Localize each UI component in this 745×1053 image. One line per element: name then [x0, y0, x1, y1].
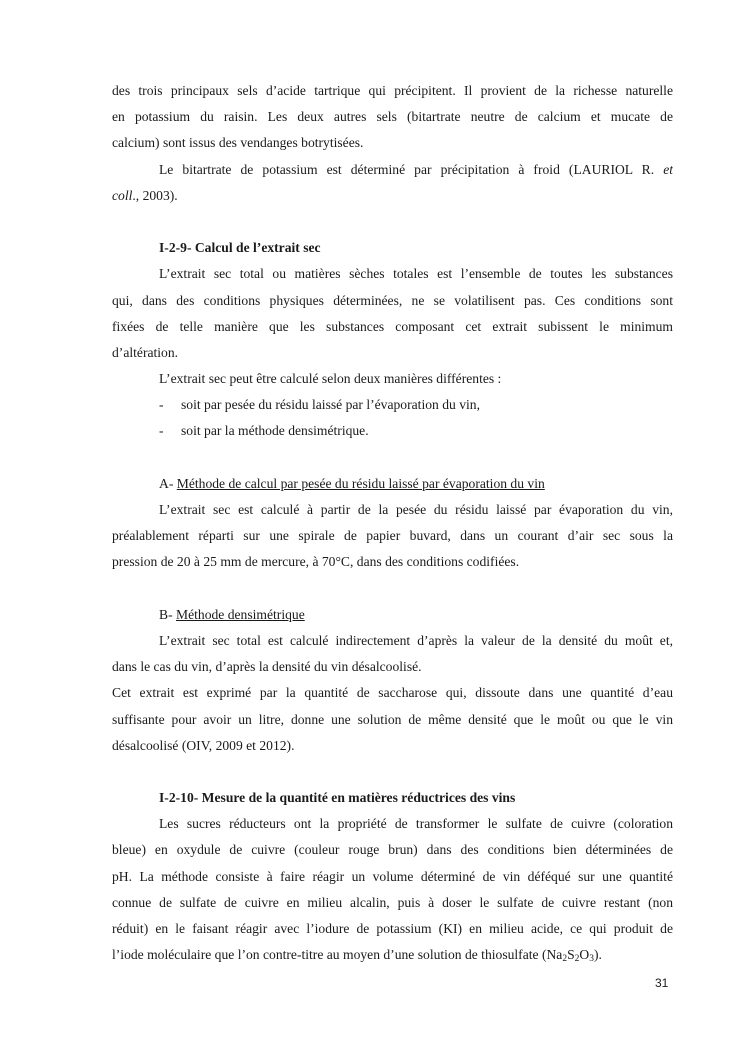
text-line: d’altération.: [112, 344, 179, 360]
bullet-dash: -: [159, 397, 164, 413]
subsection-prefix: B-: [159, 606, 173, 622]
text-line: connue de sulfate de cuivre en milieu alcalin, puis à doser le sulfate de cuivre restant (non: [112, 894, 673, 910]
text-line: réduit) en le faisant réagir avec l’iodure de potassium (KI) en milieu acide, ce qui produit de: [112, 921, 673, 936]
text-line: L’extrait sec est calculé à partir de la pesée du résidu laissé par évaporation du vin,: [159, 502, 673, 517]
text-span: ).: [593, 947, 602, 963]
text-line: suffisante pour avoir un litre, donne une solution de même densité que le moût ou que le vin: [112, 711, 673, 727]
text-line: Cet extrait est exprimé par la quantité de saccharose qui, dissoute dans une quantité d’eau: [112, 685, 673, 701]
text-line: des trois principaux sels d’acide tartrique qui précipitent. Il provient de la richesse naturelle: [112, 83, 673, 98]
formula-element: Na: [546, 947, 563, 963]
text-span: l’iode moléculaire que l’on contre-titre au moyen d’une solution de thiosulfate (: [112, 947, 547, 963]
bullet-dash: -: [159, 423, 164, 439]
chemical-formula: [546, 947, 594, 965]
text-line: pression de 20 à 25 mm de mercure, à 70°C, dans des conditions codifiées.: [112, 554, 520, 570]
text-line: fixées de telle manière que les substances composant cet extrait subissent le minimum: [112, 318, 673, 334]
text-line: pH. La méthode consiste à faire réagir un volume déterminé de vin déféqué sur une quantité: [112, 868, 673, 884]
page-number: 31: [655, 976, 669, 990]
formula-subscript: 3: [589, 954, 594, 965]
spacer: [112, 576, 673, 602]
text-line: désalcoolisé (OIV, 2009 et 2012).: [112, 737, 295, 753]
text-line: bleue) en oxydule de cuivre (couleur rouge brun) dans des conditions bien déterminées de: [112, 842, 673, 858]
list-item: [112, 392, 673, 418]
text-line: L’extrait sec total ou matières sèches totales est l’ensemble de toutes les substances: [159, 266, 673, 282]
text-line: en potassium du raisin. Les deux autres sels (bitartrate neutre de calcium et mucate de: [112, 109, 673, 125]
spacer: [112, 445, 673, 471]
text-line: L’extrait sec peut être calculé selon deux manières différentes :: [159, 371, 502, 387]
text-line: qui, dans des conditions physiques déterminées, ne se volatilisent pas. Ces conditions sont: [112, 292, 673, 308]
text-span: ., 2003).: [132, 187, 178, 203]
text-span: Le bitartrate de potassium est déterminé par précipitation à froid (LAURIOL R.: [159, 161, 655, 177]
subsection-title: Méthode de calcul par pesée du résidu laissé par évaporation du vin: [176, 475, 545, 491]
page-content: [112, 78, 673, 968]
formula-element: O: [579, 947, 590, 963]
text-line-with-formula: [112, 942, 673, 968]
formula-element: S: [567, 947, 575, 963]
text-line: [112, 183, 673, 209]
text-line: dans le cas du vin, d’après la densité du vin désalcoolisé.: [112, 659, 422, 675]
subsection-title: Méthode densimétrique: [176, 606, 305, 622]
list-item: [112, 418, 673, 444]
subsection-a-title: [112, 471, 673, 497]
text-line: préalablement réparti sur une spirale de papier buvard, dans un courant d’air sec sous la: [112, 528, 673, 544]
spacer: [112, 209, 673, 235]
section-heading-matieres-reductrices: I-2-10- Mesure de la quantité en matières réductrices des vins: [159, 790, 516, 806]
italic-text: coll: [112, 187, 133, 203]
formula-subscript: 2: [562, 954, 568, 965]
formula-subscript: 2: [574, 954, 580, 965]
subsection-prefix: A-: [159, 475, 174, 491]
spacer: [112, 759, 673, 785]
subsection-b-title: [112, 602, 673, 628]
text-line: Les sucres réducteurs ont la propriété de transformer le sulfate de cuivre (coloration: [159, 816, 673, 832]
text-line: [112, 157, 673, 183]
section-heading-extrait-sec: I-2-9- Calcul de l’extrait sec: [159, 240, 321, 256]
list-item-text: soit par la méthode densimétrique.: [181, 423, 369, 439]
text-line: calcium) sont issus des vendanges botrytisées.: [112, 135, 364, 151]
italic-text: et: [663, 161, 673, 177]
text-line: L’extrait sec total est calculé indirectement d’après la valeur de la densité du moût et,: [159, 632, 673, 648]
list-item-text: soit par pesée du résidu laissé par l’évaporation du vin,: [181, 397, 480, 413]
